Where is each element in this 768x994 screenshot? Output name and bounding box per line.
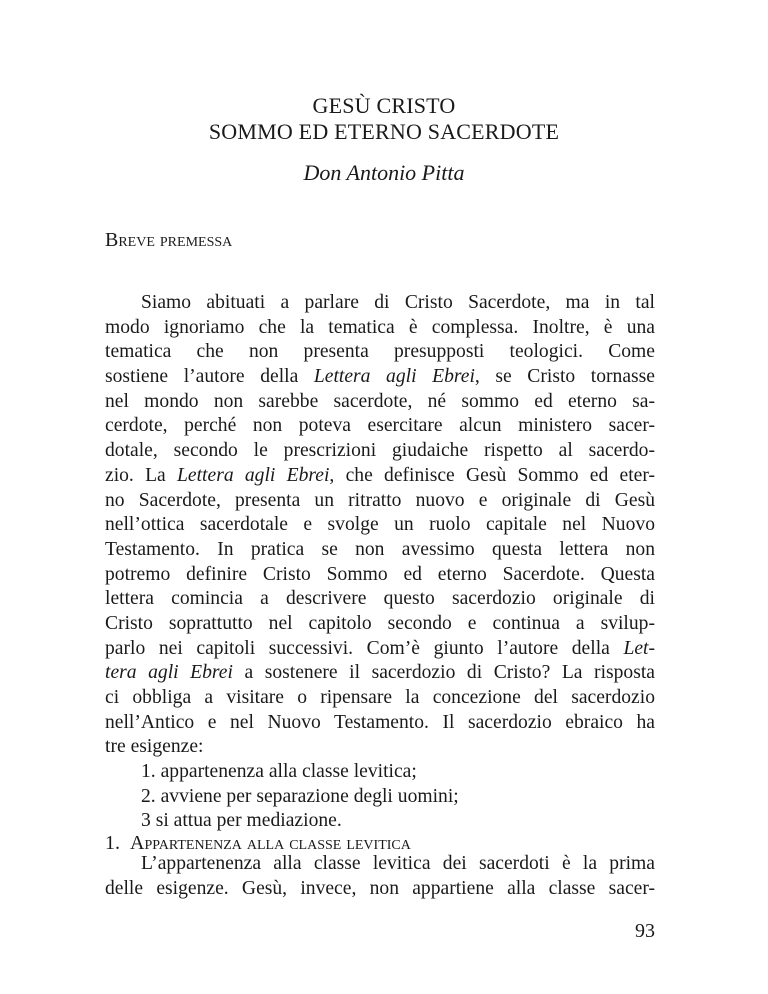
list-item: 2. avviene per separazione degli uomini;: [141, 785, 459, 807]
author-name: Don Antonio Pitta: [303, 160, 465, 185]
page-number: 93: [635, 920, 655, 942]
text-line: ci obbliga a visitare o ripensare la concezione del sacerdozio: [105, 687, 655, 708]
italic-title: Lettera agli Ebrei: [313, 366, 475, 388]
text-line: Testamento. In pratica se non avessimo questa lettera non: [105, 538, 655, 560]
text-line: tre esigenze:: [105, 736, 204, 758]
italic-title: Let-: [623, 637, 655, 659]
list-item: 1. appartenenza alla classe levitica;: [141, 761, 417, 783]
text-line: sostiene l’autore della Lettera agli Ebrei, se Cristo tornasse: [105, 366, 655, 388]
list-item: 3 si attua per mediazione.: [141, 810, 342, 832]
text-line: delle esigenze. Gesù, invece, non appartiene alla classe sacer-: [105, 877, 655, 899]
text-line: zio. La Lettera agli Ebrei, che definisce Gesù Sommo ed eter-: [105, 464, 655, 486]
paragraph-appartenenza: [105, 852, 655, 901]
italic-title: tera agli Ebrei: [105, 662, 233, 684]
text-line: dotale, secondo le prescrizioni giudaiche rispetto al sacerdo-: [105, 440, 655, 462]
text-line: Cristo soprattutto nel capitolo secondo e continua a svilup-: [105, 612, 655, 634]
text-line: nell’Antico e nel Nuovo Testamento. Il sacerdozio ebraico ha: [105, 711, 655, 733]
text-line: no Sacerdote, presenta un ritratto nuovo e originale di Gesù: [105, 489, 655, 511]
text-line: cerdote, perché non poteva esercitare alcun ministero sacer-: [105, 415, 655, 437]
text-line: nell’ottica sacerdotale e svolge un ruolo capitale nel Nuovo: [105, 514, 655, 536]
text-line: Siamo abituati a parlare di Cristo Sacerdote, ma in tal: [141, 292, 655, 313]
text-line: nel mondo non sarebbe sacerdote, né sommo ed eterno sa-: [105, 390, 655, 412]
section-heading-premessa: Breve premessa: [105, 229, 233, 251]
text-line: potremo definire Cristo Sommo ed eterno Sacerdote. Questa: [105, 563, 655, 585]
section-title: Appartenenza alla classe levitica: [130, 832, 411, 854]
section-number: 1.: [105, 832, 120, 854]
text-line: modo ignoriamo che la tematica è complessa. Inoltre, è una: [105, 316, 655, 338]
text-line: tera agli Ebrei a sostenere il sacerdozio di Cristo? La risposta: [105, 662, 655, 684]
title-line-1: GESÙ CRISTO: [312, 93, 456, 118]
text-line: lettera comincia a descrivere questo sacerdozio originale di: [105, 588, 655, 610]
text-line: parlo nei capitoli successivi. Com’è giunto l’autore della Let-: [105, 637, 655, 659]
text-line: tematica che non presenta presupposti teologici. Come: [105, 341, 655, 363]
title-line-2: SOMMO ED ETERNO SACERDOTE: [208, 119, 560, 144]
paragraph-intro: [105, 291, 655, 834]
italic-title: Lettera agli Ebrei: [177, 464, 330, 486]
text-line: L’appartenenza alla classe levitica dei sacerdoti è la prima: [141, 853, 655, 874]
